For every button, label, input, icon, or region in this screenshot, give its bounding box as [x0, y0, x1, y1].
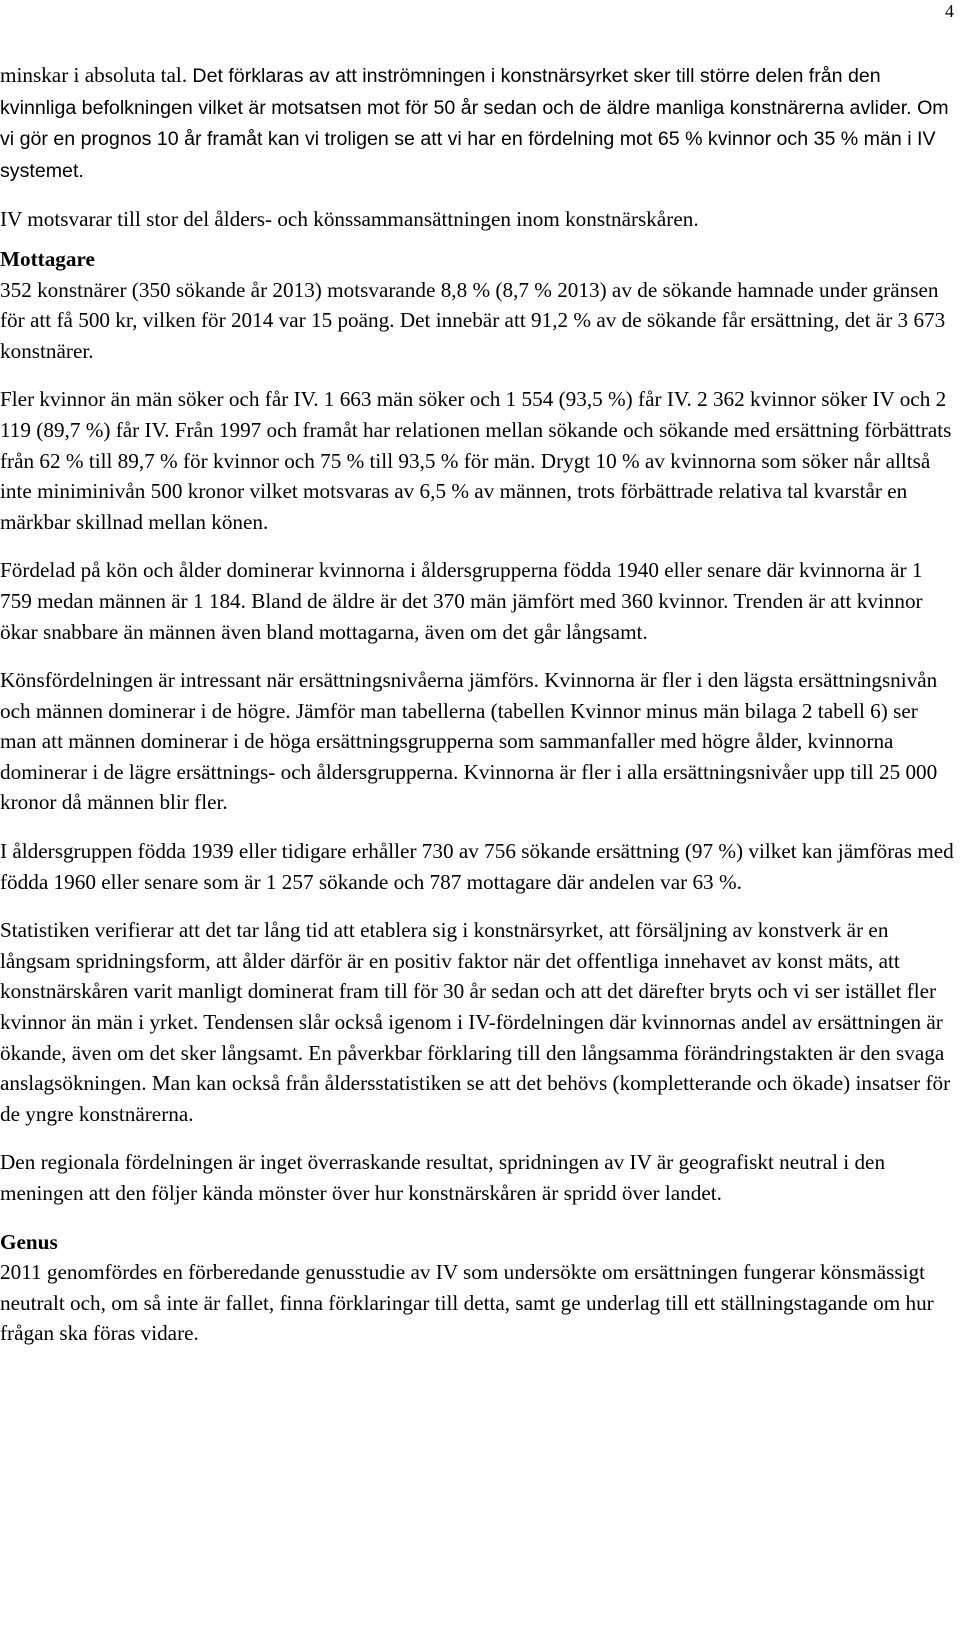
- paragraph-age-groups: I åldersgruppen födda 1939 eller tidigare erhåller 730 av 756 sökande ersättning (97 %) vilket kan jämföras med födda 1960 eller senare som är 1 257 sökande och 787 mottagare där andelen var 63 %.: [0, 839, 954, 894]
- paragraph-intro-serif-part: minskar i absoluta tal.: [0, 63, 193, 87]
- paragraph-statistics-conclusion: Statistiken verifierar att det tar lång tid att etablera sig i konstnärsyrket, att försäljning av konstverk är en långsam spridningsform, att ålder därför är en positiv faktor när det offentliga innehavet av konst mäts, att konstnärskåren varit manligt dominerat fram till för 30 år sedan och att det därefter bryts och vi ser istället fler kvinnor än män i yrket. Tendensen slår också igenom i IV-fördelningen där kvinnornas andel av ersättningen är ökande, även om det sker långsamt. En påverkbar förklaring till den långsamma förändringstakten är den svaga anslagsökningen. Man kan också från åldersstatistiken se att det behövs (kompletterande och ökade) insatser för de yngre konstnärerna.: [0, 918, 951, 1126]
- section-heading-genus: Genus: [0, 1229, 58, 1254]
- section-heading-mottagare: Mottagare: [0, 246, 95, 271]
- paragraph-compensation-levels: Könsfördelningen är intressant när ersättningsnivåerna jämförs. Kvinnorna är fler i den lägsta ersättningsnivån och männen dominerar i de högre. Jämför man tabellerna (tabellen Kvinnor minus män bilaga 2 tabell 6) ser man att männen dominerar i de höga ersättningsgrupperna som sammanfaller med högre ålder, kvinnorna dominerar i de lägre ersättnings- och åldersgrupperna. Kvinnorna är fler i alla ersättningsnivåer upp till 25 000 kronor då männen blir fler.: [0, 668, 938, 815]
- paragraph-gender-applicants: Fler kvinnor än män söker och får IV. 1 663 män söker och 1 554 (93,5 %) får IV. 2 362 kvinnor söker IV och 2 119 (89,7 %) får IV. Från 1997 och framåt har relationen mellan sökande och sökande med ersättning förbättrats från 62 % till 89,7 % för kvinnor och 75 % till 93,5 % för män. Drygt 10 % av kvinnorna som söker når alltså inte miniminivån 500 kronor vilket motsvaras av 6,5 % av männen, trots förbättrade relativa tal kvarstår en märkbar skillnad mellan könen.: [0, 387, 952, 534]
- paragraph-genus: 2011 genomfördes en förberedande genusstudie av IV som undersökte om ersättningen fungerar könsmässigt neutralt och, om så inte är fallet, finna förklaringar till detta, samt ge underlag till ett ställningstagande om hur frågan ska föras vidare.: [0, 1260, 934, 1346]
- paragraph-regional: Den regionala fördelningen är inget överraskande resultat, spridningen av IV är geografiskt neutral i den meningen att den följer kända mönster över hur konstnärskåren är spridd över landet.: [0, 1150, 886, 1205]
- paragraph-mottagare: 352 konstnärer (350 sökande år 2013) motsvarande 8,8 % (8,7 % 2013) av de sökande hamnade under gränsen för att få 500 kr, vilken för 2014 var 15 poäng. Det innebär att 91,2 % av de sökande får ersättning, det är 3 673 konstnärer.: [0, 277, 946, 363]
- paragraph-age-gender: Fördelad på kön och ålder dominerar kvinnorna i åldersgrupperna födda 1940 eller senare där kvinnorna är 1 759 medan männen är 1 184. Bland de äldre är det 370 män jämfört med 360 kvinnor. Trenden är att kvinnor ökar snabbare än männen även bland mottagarna, även om det går långsamt.: [0, 558, 923, 644]
- document-body: [0, 60, 956, 1349]
- paragraph-intro-sans-part: Det förklaras av att inströmningen i konstnärsyrket sker till större delen från den kvinnliga befolkningen vilket är motsatsen mot för 50 år sedan och de äldre manliga konstnärerna avlider. Om vi gör en prognos 10 år framåt kan vi troligen se att vi har en fördelning mot 65 % kvinnor och 35 % män i IV systemet.: [0, 65, 949, 182]
- paragraph-intro: [0, 60, 956, 186]
- paragraph-iv-distribution: IV motsvarar till stor del ålders- och könssammansättningen inom konstnärskåren.: [0, 207, 699, 232]
- page-number: 4: [945, 1, 954, 21]
